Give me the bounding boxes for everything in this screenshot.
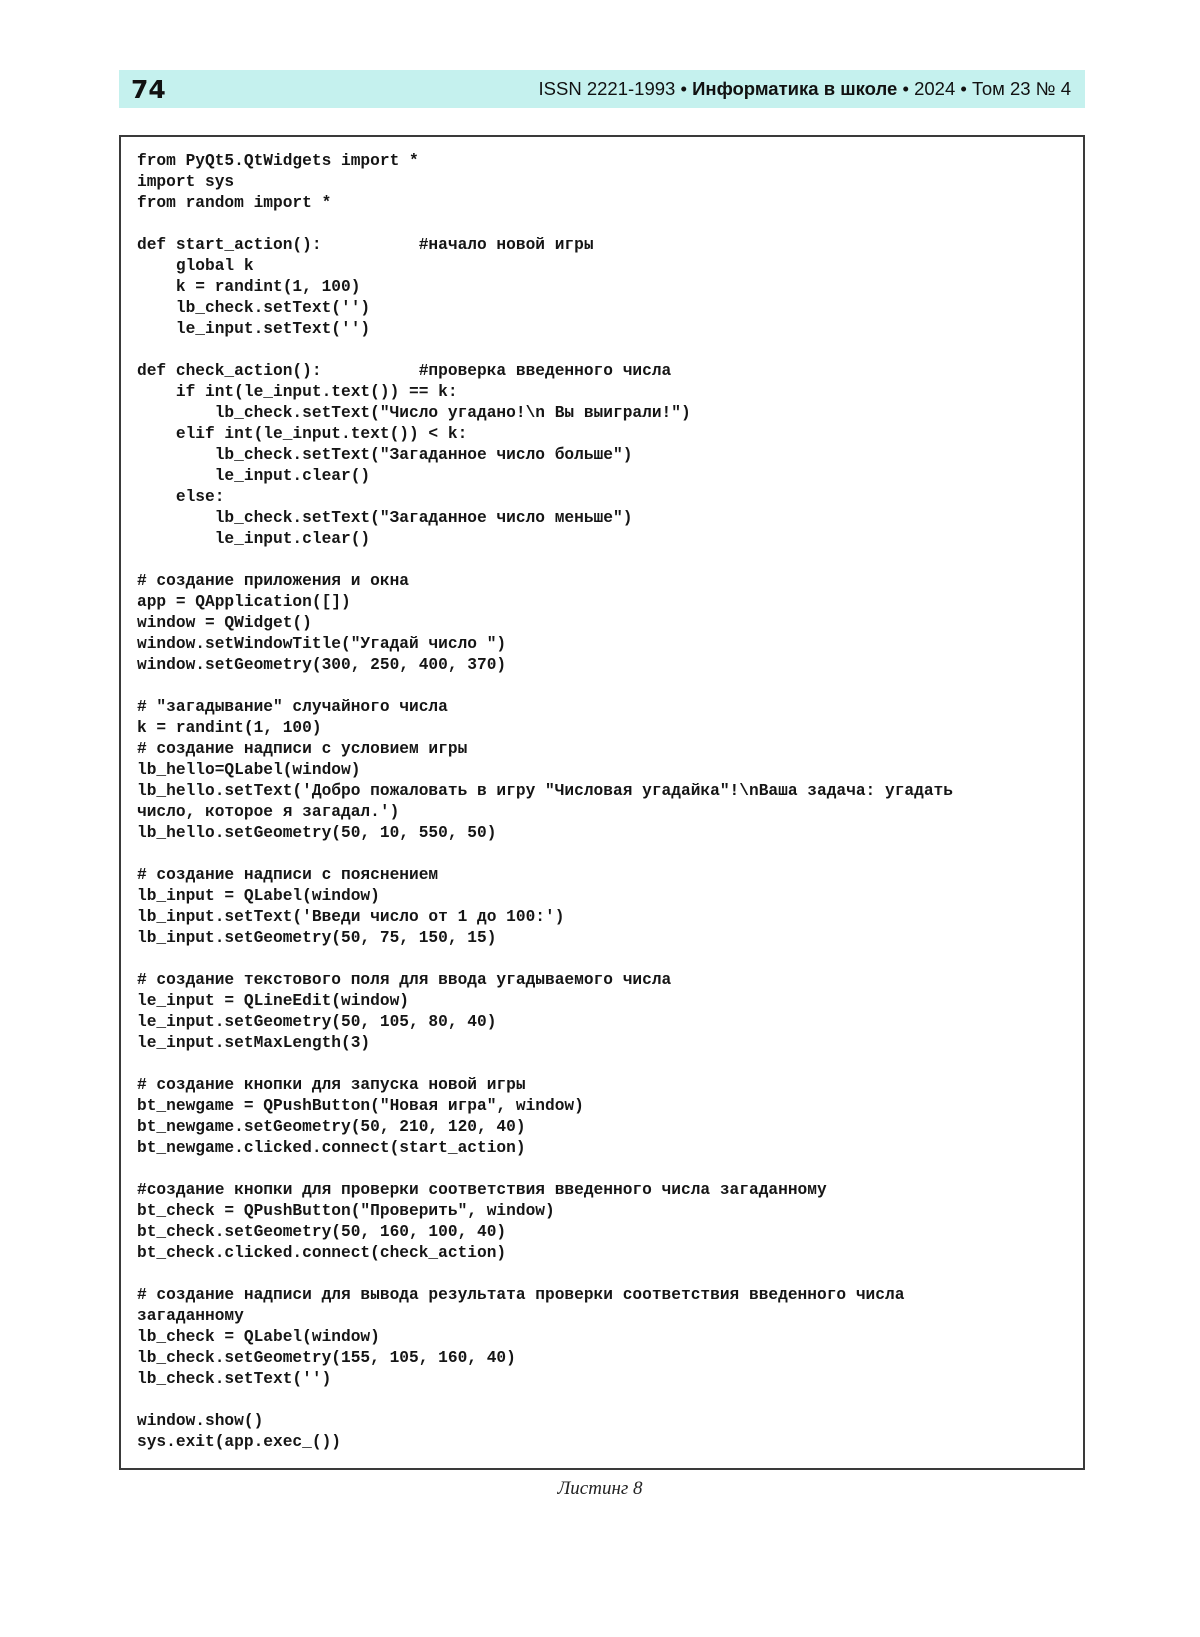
- code-line: if int(le_input.text()) == k:: [137, 383, 458, 401]
- code-line: bt_check.setGeometry(50, 160, 100, 40): [137, 1223, 507, 1241]
- code-line: def start_action(): #начало новой игры: [137, 236, 594, 254]
- code-line: # создание приложения и окна: [137, 572, 409, 590]
- code-line: число, которое я загадал.'): [137, 803, 400, 821]
- code-line: from random import *: [137, 194, 332, 212]
- code-line: [137, 676, 1083, 697]
- code-line: lb_check.setGeometry(155, 105, 160, 40): [137, 1349, 516, 1367]
- code-line: else:: [137, 488, 225, 506]
- code-line: import sys: [137, 173, 235, 191]
- code-line: [137, 214, 1083, 235]
- code-line: # создание кнопки для запуска новой игры: [137, 1076, 526, 1094]
- code-line: # создание надписи с условием игры: [137, 740, 468, 758]
- code-line: lb_hello.setGeometry(50, 10, 550, 50): [137, 824, 497, 842]
- code-line: global k: [137, 257, 254, 275]
- code-line: lb_input.setText('Введи число от 1 до 100:'): [137, 908, 565, 926]
- code-line: bt_check.clicked.connect(check_action): [137, 1244, 507, 1262]
- code-line: # создание надписи с пояснением: [137, 866, 439, 884]
- code-line: [137, 949, 1083, 970]
- code-line: bt_newgame = QPushButton("Новая игра", window): [137, 1097, 584, 1115]
- code-listing: [119, 135, 1085, 1470]
- code-line: # создание текстового поля для ввода угадываемого числа: [137, 971, 672, 989]
- code-line: [137, 1390, 1083, 1411]
- code-line: le_input.clear(): [137, 530, 371, 548]
- volume-issue: Том 23 № 4: [972, 78, 1071, 99]
- code-line: lb_check.setText("Загаданное число меньше"): [137, 509, 633, 527]
- code-line: lb_input.setGeometry(50, 75, 150, 15): [137, 929, 497, 947]
- code-line: загаданному: [137, 1307, 244, 1325]
- code-line: # создание надписи для вывода результата проверки соответствия введенного числа: [137, 1286, 905, 1304]
- code-line: # "загадывание" случайного числа: [137, 698, 448, 716]
- code-line: elif int(le_input.text()) < k:: [137, 425, 468, 443]
- code-line: lb_check.setText(''): [137, 299, 371, 317]
- code-line: le_input.setGeometry(50, 105, 80, 40): [137, 1013, 497, 1031]
- code-line: le_input.clear(): [137, 467, 371, 485]
- separator: •: [897, 78, 915, 99]
- code-line: [137, 550, 1083, 571]
- code-line: window.setWindowTitle("Угадай число "): [137, 635, 507, 653]
- code-line: window.show(): [137, 1412, 264, 1430]
- code-line: lb_check = QLabel(window): [137, 1328, 380, 1346]
- code-line: k = randint(1, 100): [137, 719, 322, 737]
- code-line: lb_check.setText(''): [137, 1370, 332, 1388]
- code-line: lb_input = QLabel(window): [137, 887, 380, 905]
- page-number: 74: [131, 74, 166, 104]
- code-line: lb_hello=QLabel(window): [137, 761, 361, 779]
- listing-caption: Листинг 8: [557, 1478, 643, 1499]
- code-line: bt_newgame.setGeometry(50, 210, 120, 40): [137, 1118, 526, 1136]
- code-line: le_input.setMaxLength(3): [137, 1034, 371, 1052]
- code-line: k = randint(1, 100): [137, 278, 361, 296]
- code-line: [137, 340, 1083, 361]
- code-line: [137, 1159, 1083, 1180]
- code-line: lb_check.setText("Загаданное число больше"): [137, 446, 633, 464]
- code-line: window.setGeometry(300, 250, 400, 370): [137, 656, 507, 674]
- code-line: window = QWidget(): [137, 614, 312, 632]
- code-line: le_input = QLineEdit(window): [137, 992, 409, 1010]
- code-line: lb_hello.setText('Добро пожаловать в игру "Числовая угадайка"!\nВаша задача: угадать: [137, 782, 953, 800]
- code-line: le_input.setText(''): [137, 320, 371, 338]
- year: 2024: [914, 78, 956, 99]
- separator: •: [955, 78, 972, 99]
- code-line: bt_newgame.clicked.connect(start_action): [137, 1139, 526, 1157]
- code-line: [137, 1264, 1083, 1285]
- code-line: [137, 844, 1083, 865]
- issn: ISSN 2221-1993: [538, 78, 676, 99]
- separator: •: [675, 78, 693, 99]
- running-header: [119, 70, 1085, 108]
- code-line: sys.exit(app.exec_()): [137, 1433, 341, 1451]
- code-line: [137, 1054, 1083, 1075]
- code-line: from PyQt5.QtWidgets import *: [137, 152, 419, 170]
- code-line: #создание кнопки для проверки соответствия введенного числа загаданному: [137, 1181, 827, 1199]
- journal-title: Информатика в школе: [692, 78, 898, 99]
- code-line: app = QApplication([]): [137, 593, 351, 611]
- code-line: bt_check = QPushButton("Проверить", window): [137, 1202, 555, 1220]
- code-line: lb_check.setText("Число угадано!\n Вы выиграли!"): [137, 404, 691, 422]
- journal-info: [539, 78, 1071, 100]
- code-line: def check_action(): #проверка введенного числа: [137, 362, 672, 380]
